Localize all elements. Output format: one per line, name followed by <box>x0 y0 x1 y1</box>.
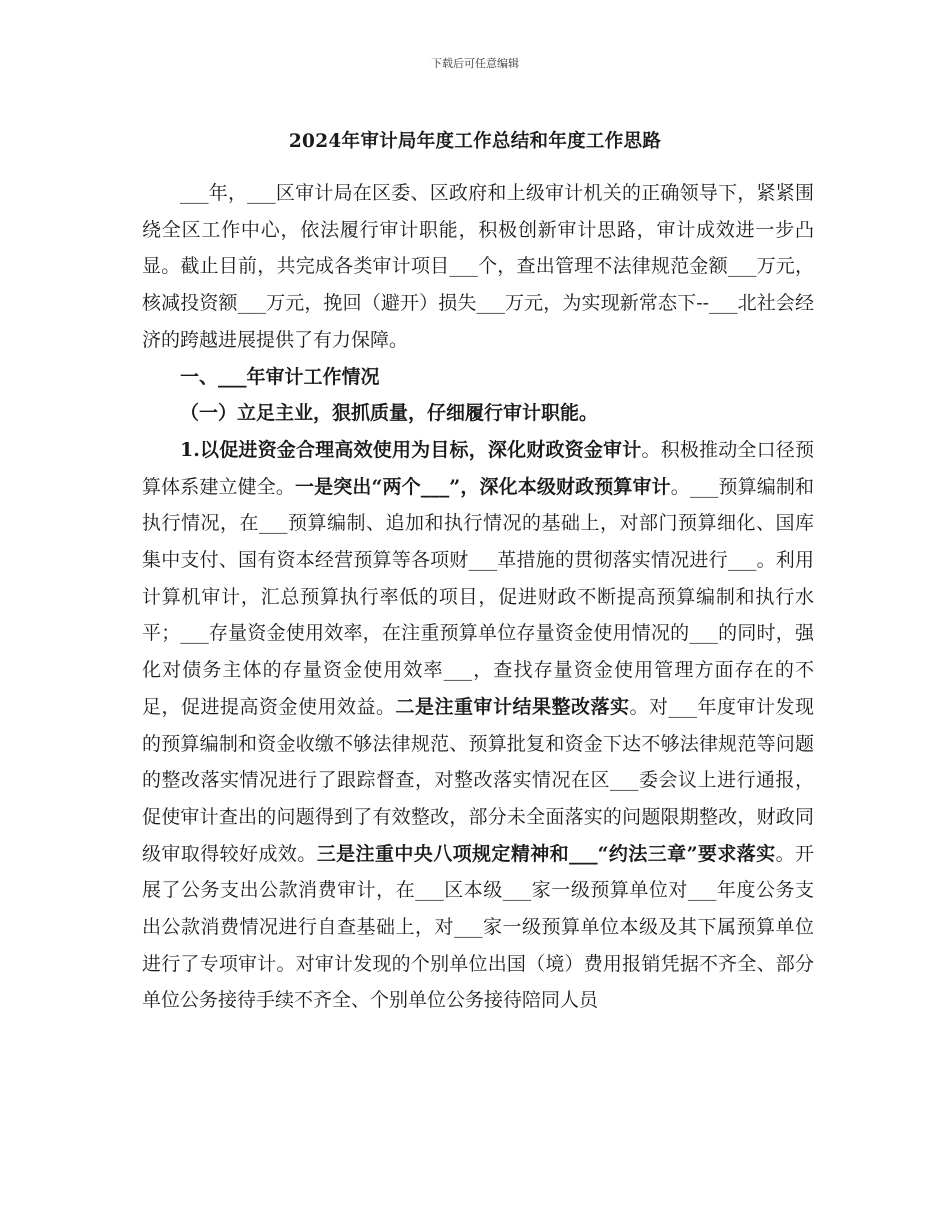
document-body <box>142 175 814 1019</box>
point-two-heading: 二是注重审计结果整改落实 <box>395 695 630 718</box>
subsection-heading-1: （一）立足主业，狠抓质量，仔细履行审计职能。 <box>180 402 599 425</box>
point-one-heading: 一是突出“两个___”，深化本级财政预算审计 <box>295 475 671 498</box>
paragraph-text: 。对___年度审计发现的预算编制和资金收缴不够法律规范、预算批复和资金下达不够法律规范等问题的整改落实情况进行了跟踪督查，对整改落实情况在区___委会议上进行通报，促使审计查出的问题得到了有效整改，部分未全面落实的问题限期整改，财政同级审取得较好成效。 <box>142 695 814 865</box>
document-title: 2024年审计局年度工作总结和年度工作思路 <box>288 131 662 152</box>
item-1-heading: 1.以促进资金合理高效使用为目标，深化财政资金审计 <box>180 438 642 461</box>
paragraph-text: 。开展了公务支出公款消费审计，在___区本级___家一级预算单位对___年度公务支出公款消费情况进行自查基础上，对___家一级预算单位本级及其下属预算单位进行了专项审计。对审计发现的个别单位出国（境）费用报销凭据不齐全、部分单位公务接待手续不齐全、个别单位公务接待陪同人员 <box>142 842 814 1012</box>
section-heading-1: 一、___年审计工作情况 <box>180 365 380 388</box>
intro-paragraph: ___年，___区审计局在区委、区政府和上级审计机关的正确领导下，紧紧围绕全区工作中心，依法履行审计职能，积极创新审计思路，审计成效进一步凸显。截止目前，共完成各类审计项目___个，查出管理不法律规范金额___万元，核减投资额___万元，挽回（避开）损失___万元，为实现新常态下--___北社会经济的跨越进展提供了有力保障。 <box>142 182 814 351</box>
paragraph-fiscal-audit <box>142 432 814 1019</box>
point-three-heading: 三是注重中央八项规定精神和___“约法三章”要求落实 <box>316 842 776 865</box>
paragraph-text: 。积极推动全口径预算体系建立健全。 <box>142 438 814 498</box>
paragraph-text: 。___预算编制和执行情况，在___预算编制、追加和执行情况的基础上，对部门预算细化、国库集中支付、国有资本经营预算等各项财___革措施的贯彻落实情况进行___。利用计算机审计，汇总预算执行率低的项目，促进财政不断提高预算编制和执行水平；___存量资金使用效率，在注重预算单位存量资金使用情况的___的同时，强化对债务主体的存量资金使用效率___，查找存量资金使用管理方面存在的不足，促进提高资金使用效益。 <box>142 475 814 718</box>
page-header-note: 下载后可任意编辑 <box>431 57 519 70</box>
